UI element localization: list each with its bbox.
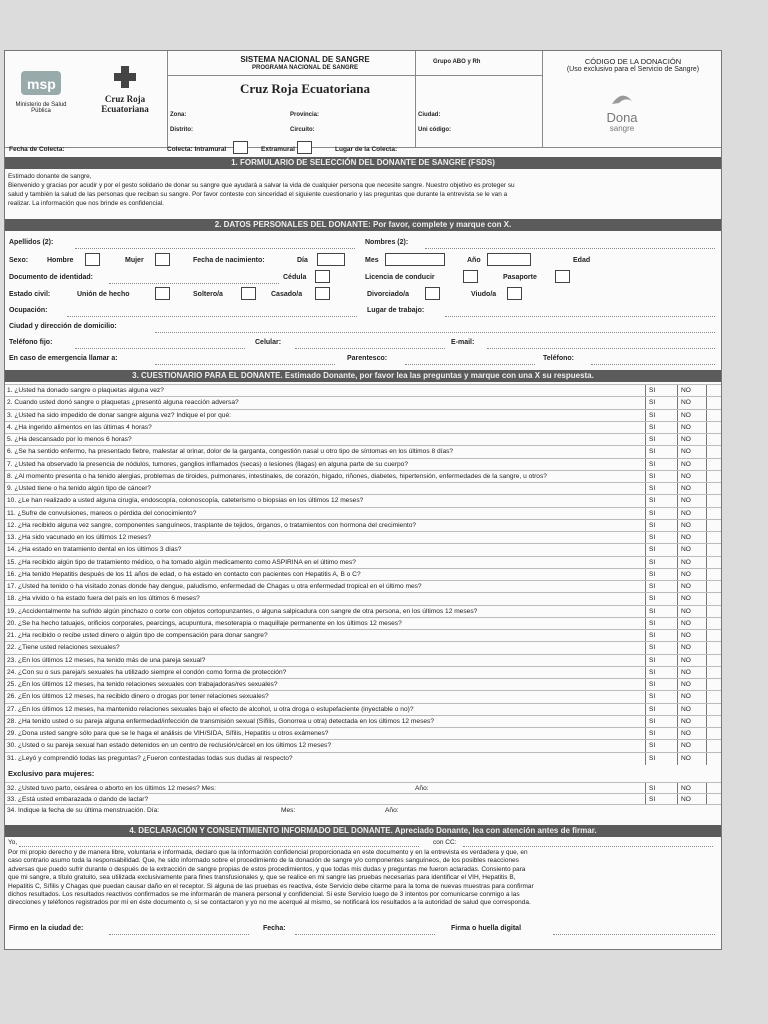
anio-label: Año <box>467 257 481 264</box>
question-row <box>5 605 721 618</box>
intro-line-3: realizar. La información que nos brinde es confidencial. <box>8 200 164 207</box>
question-text: 20. ¿Se ha hecho tatuajes, orificios corporales, pearcings, acupuntura, mesoterapia o maquillaje permanente en los últimos 12 meses? <box>7 619 402 627</box>
question-34-text: 34. Indique la fecha de su última menstruación. Día: <box>7 807 160 814</box>
question-row <box>5 421 721 434</box>
celular-label: Celular: <box>255 339 282 346</box>
email-label: E-mail: <box>451 339 475 346</box>
union-checkbox[interactable] <box>155 287 170 300</box>
red-cross-logo <box>90 65 160 125</box>
celular-field[interactable] <box>295 341 445 349</box>
question-row <box>5 592 721 605</box>
soltero-label: Soltero/a <box>193 291 223 298</box>
apellidos-field[interactable] <box>75 241 355 249</box>
answer-no[interactable]: NO <box>677 446 707 458</box>
questions-table <box>5 384 721 764</box>
cc-field[interactable] <box>463 839 713 847</box>
system-title: SISTEMA NACIONAL DE SANGRE <box>240 55 370 64</box>
question-text: 22. ¿Tiene usted relaciones sexuales? <box>7 644 120 652</box>
donation-code-title: CÓDIGO DE LA DONACIÓN <box>584 57 682 66</box>
firmo-label: Firmo en la ciudad de: <box>9 925 84 932</box>
anio-box[interactable] <box>487 253 531 266</box>
answer-no[interactable]: NO <box>677 728 707 740</box>
casado-label: Casado/a <box>271 291 303 298</box>
answer-si[interactable]: SI <box>645 581 678 593</box>
answer-si[interactable]: SI <box>645 520 678 532</box>
fecha-nacimiento-label: Fecha de nacimiento: <box>193 257 265 264</box>
question-32-text: 32. ¿Usted tuvo parto, cesárea o aborto en los últimos 12 meses? Mes: <box>7 785 216 792</box>
question-text: 26. ¿En los últimos 12 meses, ha recibido dinero o drogas por tener relaciones sexuales? <box>7 693 269 701</box>
question-34-mes: Mes: <box>281 807 296 814</box>
question-text: 18. ¿Ha vivido o ha estado fuera del país en los últimos 6 meses? <box>7 595 200 603</box>
question-row <box>5 629 721 642</box>
answer-si[interactable]: SI <box>645 728 678 740</box>
hombre-label: Hombre <box>47 257 74 264</box>
circuito-label: Circuito: <box>290 127 315 133</box>
question-text: 21. ¿Ha recibido o recibe usted dinero o algún tipo de compensación para donar sangre? <box>7 632 268 640</box>
licencia-checkbox[interactable] <box>463 270 478 283</box>
lugar-trabajo-field[interactable] <box>445 309 715 317</box>
answer-no[interactable]: NO <box>677 434 707 446</box>
apellidos-label: Apellidos (2): <box>9 239 54 246</box>
dona-sangre-logo <box>597 89 647 133</box>
question-text: 24. ¿Con su o sus pareja/s sexuales ha utilizado siempre el condón como forma de protección? <box>7 668 287 676</box>
cc-label: con CC: <box>433 839 457 846</box>
question-text: 25. ¿En los últimos 12 meses, ha tenido relaciones sexuales con trabajadoras/res sexuales? <box>7 681 278 689</box>
answer-si[interactable]: SI <box>645 655 678 667</box>
question-32-si[interactable]: SI <box>645 783 678 794</box>
pasaporte-label: Pasaporte <box>503 274 537 281</box>
question-row <box>5 739 721 752</box>
question-text: 17. ¿Usted ha tenido o ha visitado zonas donde hay dengue, paludismo, enfermedad de Chagas u otra enfermedad tropical en el último mes? <box>7 583 422 591</box>
dia-label: Día <box>297 257 308 264</box>
distrito-label: Distrito: <box>170 127 193 133</box>
question-text: 14. ¿Ha estado en tratamiento dental en los últimos 3 días? <box>7 546 182 554</box>
ciudad-direccion-label: Ciudad y dirección de domicilio: <box>9 323 117 330</box>
signature-row <box>5 923 721 937</box>
answer-si[interactable]: SI <box>645 532 678 544</box>
donor-form-sheet <box>4 50 722 950</box>
colecta-label: Colecta: Intramural <box>167 146 227 153</box>
firma-field[interactable] <box>553 927 715 935</box>
divorciado-label: Divorciado/a <box>367 291 410 298</box>
ocupacion-field[interactable] <box>67 309 357 317</box>
consent-line-7: direcciones y teléfonos registrados por mí en éste documento o, si se contactaron y yo no me acerqué al mismo, se notificará los resultados a la autoridad de salud que corresponda. <box>8 899 531 907</box>
question-row <box>5 666 721 679</box>
question-text: 3. ¿Usted ha sido impedido de donar sangre alguna vez? Indique el por qué: <box>7 411 231 419</box>
mujer-label: Mujer <box>125 257 144 264</box>
answer-si[interactable]: SI <box>645 459 678 471</box>
intro-line-1: Bienvenido y gracias por acudir y por el gesto solidario de donar su sangre que ayudará a salvar la vida de cualquier persona que necesite sangre. Nuestro objetivo es proteger su <box>8 182 515 189</box>
answer-no[interactable]: NO <box>677 544 707 556</box>
answer-si[interactable]: SI <box>645 593 678 605</box>
answer-no[interactable]: NO <box>677 569 707 581</box>
answer-no[interactable]: NO <box>677 593 707 605</box>
answer-si[interactable]: SI <box>645 495 678 507</box>
section3-title: 3. CUESTIONARIO PARA EL DONANTE. Estimado Donante, por favor lea las preguntas y marque con una X su respuesta. <box>5 370 721 382</box>
answer-si[interactable]: SI <box>645 544 678 556</box>
question-row <box>5 519 721 532</box>
section1-title: 1. FORMULARIO DE SELECCIÓN DEL DONANTE DE SANGRE (FSDS) <box>5 157 721 169</box>
answer-si[interactable]: SI <box>645 446 678 458</box>
answer-no[interactable]: NO <box>677 630 707 642</box>
question-text: 29. ¿Dona usted sangre sólo para que se le haga el análisis de VIH/SIDA, Sífilis, Hepatitis u otros exámenes? <box>7 730 329 738</box>
sangre-text: sangre <box>609 124 635 133</box>
answer-si[interactable]: SI <box>645 569 678 581</box>
question-row <box>5 445 721 458</box>
answer-no[interactable]: NO <box>677 397 707 409</box>
question-text: 7. ¿Usted ha observado la presencia de nódulos, tumores, ganglios inflamados (secas) o lesiones (llagas) en alguna parte de su cuerpo? <box>7 460 408 468</box>
question-row <box>5 482 721 495</box>
program-title: PROGRAMA NACIONAL DE SANGRE <box>251 65 358 71</box>
question-row <box>5 396 721 409</box>
consent-line-3: adversas que puedo sufrir durante o después de la extracción de sangre propias de estos procedimientos, y que todas mis dudas y preguntas me fueron aclaradas. Consiento para <box>8 865 526 873</box>
yo-label: Yo, <box>8 839 18 846</box>
ciudad-label: Ciudad: <box>418 112 441 118</box>
yo-field[interactable] <box>19 839 419 847</box>
ciudad-direccion-field[interactable] <box>155 325 715 333</box>
consent-line-6: dichos resultados. Los resultados reactivos confirmados se me informarán de manera personal y confidencial. Si este Servicio luego de 3 intentos por comunicarse conmigo a las <box>8 891 520 899</box>
answer-no[interactable]: NO <box>677 508 707 520</box>
answer-no[interactable]: NO <box>677 655 707 667</box>
answer-si[interactable]: SI <box>645 691 678 703</box>
dona-text: Dona <box>606 110 638 125</box>
question-text: 23. ¿En los últimos 12 meses, ha tenido más de una pareja sexual? <box>7 656 206 664</box>
answer-si[interactable]: SI <box>645 483 678 495</box>
question-text: 19. ¿Accidentalmente ha sufrido algún pinchazo o corte con objetos cortopunzantes, o alguna salpicadura con sangre de otra persona, en los últimos 12 meses? <box>7 607 478 615</box>
answer-no[interactable]: NO <box>677 740 707 752</box>
mujer-checkbox[interactable] <box>155 253 170 266</box>
answer-si[interactable]: SI <box>645 679 678 691</box>
mes-box[interactable] <box>385 253 445 266</box>
answer-si[interactable]: SI <box>645 618 678 630</box>
question-row <box>5 543 721 556</box>
estado-civil-label: Estado civil: <box>9 291 51 298</box>
licencia-label: Licencia de conducir <box>365 274 435 281</box>
question-text: 28. ¿Ha tenido usted o su pareja alguna enfermedad/infección de transmisión sexual (Sífilis, Gonorrea u otra) detectada en los últimos 12 meses? <box>7 717 435 725</box>
answer-no[interactable]: NO <box>677 410 707 422</box>
question-text: 15. ¿Ha recibido algún tipo de tratamiento médico, o ha tomado algún medicamento como ASPIRINA en el último mes? <box>7 558 356 566</box>
edad-label: Edad <box>573 257 591 264</box>
emergencia-label: En caso de emergencia llamar a: <box>9 355 118 362</box>
donation-code-sub: (Uso exclusivo para el Servicio de Sangre) <box>566 66 700 73</box>
ocupacion-label: Ocupación: <box>9 307 48 314</box>
question-text: 9. ¿Usted tiene o ha tenido algún tipo de cáncer? <box>7 485 152 493</box>
answer-si[interactable]: SI <box>645 557 678 569</box>
collection-row <box>5 139 721 155</box>
telefono-field[interactable] <box>591 357 715 365</box>
question-text: 5. ¿Ha descansado por lo menos 6 horas? <box>7 436 132 444</box>
question-row <box>5 470 721 483</box>
question-text: 6. ¿Se ha sentido enfermo, ha presentado fiebre, malestar al orinar, dolor de la garganta, congestión nasal u otro tipo de síntomas en los últimos 8 días? <box>7 448 454 456</box>
group-label: Grupo ABO y Rh <box>433 59 481 65</box>
email-field[interactable] <box>487 341 715 349</box>
question-text: 2. Cuando usted donó sangre o plaquetas ¿presentó alguna reacción adversa? <box>7 399 239 407</box>
answer-no[interactable]: NO <box>677 753 707 765</box>
women-title: Exclusivo para mujeres: <box>8 769 95 778</box>
question-row <box>5 531 721 544</box>
greeting-text: Estimado donante de sangre, <box>8 173 92 180</box>
question-row <box>5 494 721 507</box>
msp-name: Ministerio de Salud Pública <box>15 102 67 114</box>
cross-name: Cruz Roja Ecuatoriana <box>101 94 149 114</box>
answer-si[interactable]: SI <box>645 385 678 397</box>
question-row <box>5 715 721 728</box>
answer-no[interactable]: NO <box>677 471 707 483</box>
answer-si[interactable]: SI <box>645 422 678 434</box>
dia-box[interactable] <box>317 253 345 266</box>
question-row <box>5 690 721 703</box>
question-row <box>5 433 721 446</box>
hand-icon <box>607 89 637 107</box>
answer-si[interactable]: SI <box>645 410 678 422</box>
lugar-colecta-label: Lugar de la Colecta: <box>335 146 398 153</box>
answer-no[interactable]: NO <box>677 459 707 471</box>
union-label: Unión de hecho <box>77 291 130 298</box>
divorciado-checkbox[interactable] <box>425 287 440 300</box>
section2-body <box>5 233 721 367</box>
question-row-34 <box>5 804 721 816</box>
consent-line-4: que mi sangre, a título gratuito, sea utilizada exclusivamente para fines transfusionales y, que se realice en mi sangre las pruebas necesarias para identificar el VIH, Hepatitis B, <box>8 874 516 882</box>
answer-no[interactable]: NO <box>677 642 707 654</box>
emergencia-field[interactable] <box>155 357 335 365</box>
extramural-label: Extramural <box>261 146 295 153</box>
section2-title: 2. DATOS PERSONALES DEL DONANTE: Por favor, complete y marque con X. <box>5 219 721 231</box>
answer-si[interactable]: SI <box>645 434 678 446</box>
answer-si[interactable]: SI <box>645 740 678 752</box>
answer-si[interactable]: SI <box>645 508 678 520</box>
question-34-anio: Año: <box>385 807 399 814</box>
answer-no[interactable]: NO <box>677 716 707 728</box>
question-row <box>5 752 721 765</box>
soltero-checkbox[interactable] <box>241 287 256 300</box>
telefono-label: Teléfono: <box>543 355 574 362</box>
firma-label: Firma o huella digital <box>451 925 522 932</box>
fecha-colecta-label: Fecha de Colecta: <box>9 146 65 153</box>
question-text: 8. ¿Al momento presenta o ha tenido alergias, problemas de tiroides, pulmonares, intestinales, de corazón, hígado, riñones, diabetes, hipertensión, enfermedades de la sangre, u otros? <box>7 472 547 480</box>
answer-no[interactable]: NO <box>677 618 707 630</box>
question-row <box>5 568 721 581</box>
telefono-fijo-label: Teléfono fijo: <box>9 339 53 346</box>
question-row <box>5 507 721 520</box>
answer-no[interactable]: NO <box>677 483 707 495</box>
header-block <box>5 51 721 148</box>
consent-line-1: Por mi propio derecho y de manera libre, voluntaria e informada, declaro que la información confidencial proporcionada en este documento y en la entrevista es verdadera y que, en <box>8 849 528 856</box>
answer-no[interactable]: NO <box>677 581 707 593</box>
question-33-no[interactable]: NO <box>677 794 707 805</box>
cedula-label: Cédula <box>283 274 307 281</box>
pasaporte-checkbox[interactable] <box>555 270 570 283</box>
extramural-checkbox[interactable] <box>297 141 312 154</box>
question-32-no[interactable]: NO <box>677 783 707 794</box>
answer-no[interactable]: NO <box>677 422 707 434</box>
answer-no[interactable]: NO <box>677 495 707 507</box>
documento-field[interactable] <box>109 276 279 284</box>
viudo-label: Viudo/a <box>471 291 497 298</box>
section1-body <box>8 172 718 208</box>
answer-no[interactable]: NO <box>677 385 707 397</box>
answer-si[interactable]: SI <box>645 397 678 409</box>
question-33-si[interactable]: SI <box>645 794 678 805</box>
answer-no[interactable]: NO <box>677 606 707 618</box>
uni-codigo-label: Uni código: <box>418 127 451 133</box>
provincia-label: Provincia: <box>290 112 320 118</box>
answer-si[interactable]: SI <box>645 642 678 654</box>
question-text: 13. ¿Ha sido vacunado en los últimos 12 meses? <box>7 534 152 542</box>
question-text: 10. ¿Le han realizado a usted alguna cirugía, endoscopía, colonoscopía, cateterismo o biopsias en los últimos 12 meses? <box>7 497 364 505</box>
question-text: 1. ¿Usted ha donado sangre o plaquetas alguna vez? <box>7 387 164 394</box>
answer-no[interactable]: NO <box>677 667 707 679</box>
answer-no[interactable]: NO <box>677 679 707 691</box>
answer-si[interactable]: SI <box>645 471 678 483</box>
question-row <box>5 580 721 593</box>
answer-si[interactable]: SI <box>645 667 678 679</box>
question-text: 30. ¿Usted o su pareja sexual han estado detenidos en un centro de reclusión/cárcel en los últimos 12 meses? <box>7 742 332 750</box>
question-text: 31. ¿Leyó y comprendió todas las preguntas? ¿Fueron contestadas todas sus dudas al respecto? <box>7 754 293 762</box>
fecha-label: Fecha: <box>263 925 286 932</box>
nombres-label: Nombres (2): <box>365 239 409 246</box>
msp-logo <box>11 67 81 117</box>
answer-no[interactable]: NO <box>677 532 707 544</box>
intro-line-2: salud y también la salud de las personas que reciban su sangre. Por favor conteste con sinceridad el siguiente cuestionario y las preguntas que durante la entrevista se le van a <box>8 191 508 198</box>
question-text: 16. ¿Ha tenido Hepatitis después de los 11 años de edad, o ha estado en contacto con pacientes con Hepatitis A, B o C? <box>7 570 361 578</box>
question-row <box>5 703 721 716</box>
lugar-trabajo-label: Lugar de trabajo: <box>367 307 425 314</box>
msp-logo-icon <box>11 67 71 97</box>
red-cross-icon <box>113 65 137 89</box>
cedula-checkbox[interactable] <box>315 270 330 283</box>
hombre-checkbox[interactable] <box>85 253 100 266</box>
question-row <box>5 641 721 654</box>
question-row <box>5 678 721 691</box>
casado-checkbox[interactable] <box>315 287 330 300</box>
telefono-fijo-field[interactable] <box>75 341 245 349</box>
question-row <box>5 727 721 740</box>
question-row <box>5 384 721 397</box>
women-block <box>5 782 721 822</box>
sexo-label: Sexo: <box>9 257 29 264</box>
answer-no[interactable]: NO <box>677 704 707 716</box>
answer-si[interactable]: SI <box>645 704 678 716</box>
consent-line-5: Hepatitis C, Sífilis y Chagas que puedan causar daño en el receptor. Si alguna de las pruebas es reactiva, éste Servicio debe citarme para la toma de nuevas muestras para confirmar <box>8 882 534 890</box>
question-32-anio: Año: <box>415 785 429 792</box>
question-row <box>5 458 721 471</box>
question-row <box>5 409 721 422</box>
svg-text:msp: msp <box>27 76 56 92</box>
firmo-field[interactable] <box>109 927 249 935</box>
question-row <box>5 654 721 667</box>
answer-si[interactable]: SI <box>645 716 678 728</box>
answer-si[interactable]: SI <box>645 606 678 618</box>
question-row <box>5 617 721 630</box>
question-33-text: 33. ¿Está usted embarazada o dando de lactar? <box>7 796 149 803</box>
question-text: 27. ¿En los últimos 12 meses, ha mantenido relaciones sexuales bajo el efecto de alcohol, u otra droga o estupefaciente (inyectable o no)? <box>7 705 414 713</box>
parentesco-field[interactable] <box>405 357 535 365</box>
question-row <box>5 556 721 569</box>
section4-title: 4. DECLARACIÓN Y CONSENTIMIENTO INFORMADO DEL DONANTE. Apreciado Donante, lea con atención antes de firmar. <box>5 825 721 837</box>
consent-line-2: caso contrario asumo toda la responsabilidad. Que, he sido informado sobre el procedimiento de la donación de sangre y/o componentes sanguíneos, de los posibles reacciones <box>8 857 519 865</box>
nombres-field[interactable] <box>425 241 715 249</box>
question-text: 11. ¿Sufre de convulsiones, mareos o pérdida del conocimiento? <box>7 509 197 517</box>
answer-si[interactable]: SI <box>645 753 678 765</box>
viudo-checkbox[interactable] <box>507 287 522 300</box>
question-text: 4. ¿Ha ingerido alimentos en las últimas 4 horas? <box>7 423 152 431</box>
answer-no[interactable]: NO <box>677 557 707 569</box>
parentesco-label: Parentesco: <box>347 355 388 362</box>
documento-label: Documento de identidad: <box>9 274 93 281</box>
org-title: Cruz Roja Ecuatoriana <box>240 81 370 96</box>
zona-label: Zona: <box>170 112 187 118</box>
question-text: 12. ¿Ha recibido alguna vez sangre, componentes sanguíneos, trasplante de tejidos, órganos, o tratamientos con hormona del crecimiento? <box>7 521 417 529</box>
answer-si[interactable]: SI <box>645 630 678 642</box>
answer-no[interactable]: NO <box>677 691 707 703</box>
intramural-checkbox[interactable] <box>233 141 248 154</box>
mes-label: Mes <box>365 257 379 264</box>
section4-body <box>8 839 718 908</box>
answer-no[interactable]: NO <box>677 520 707 532</box>
fecha-field[interactable] <box>295 927 435 935</box>
